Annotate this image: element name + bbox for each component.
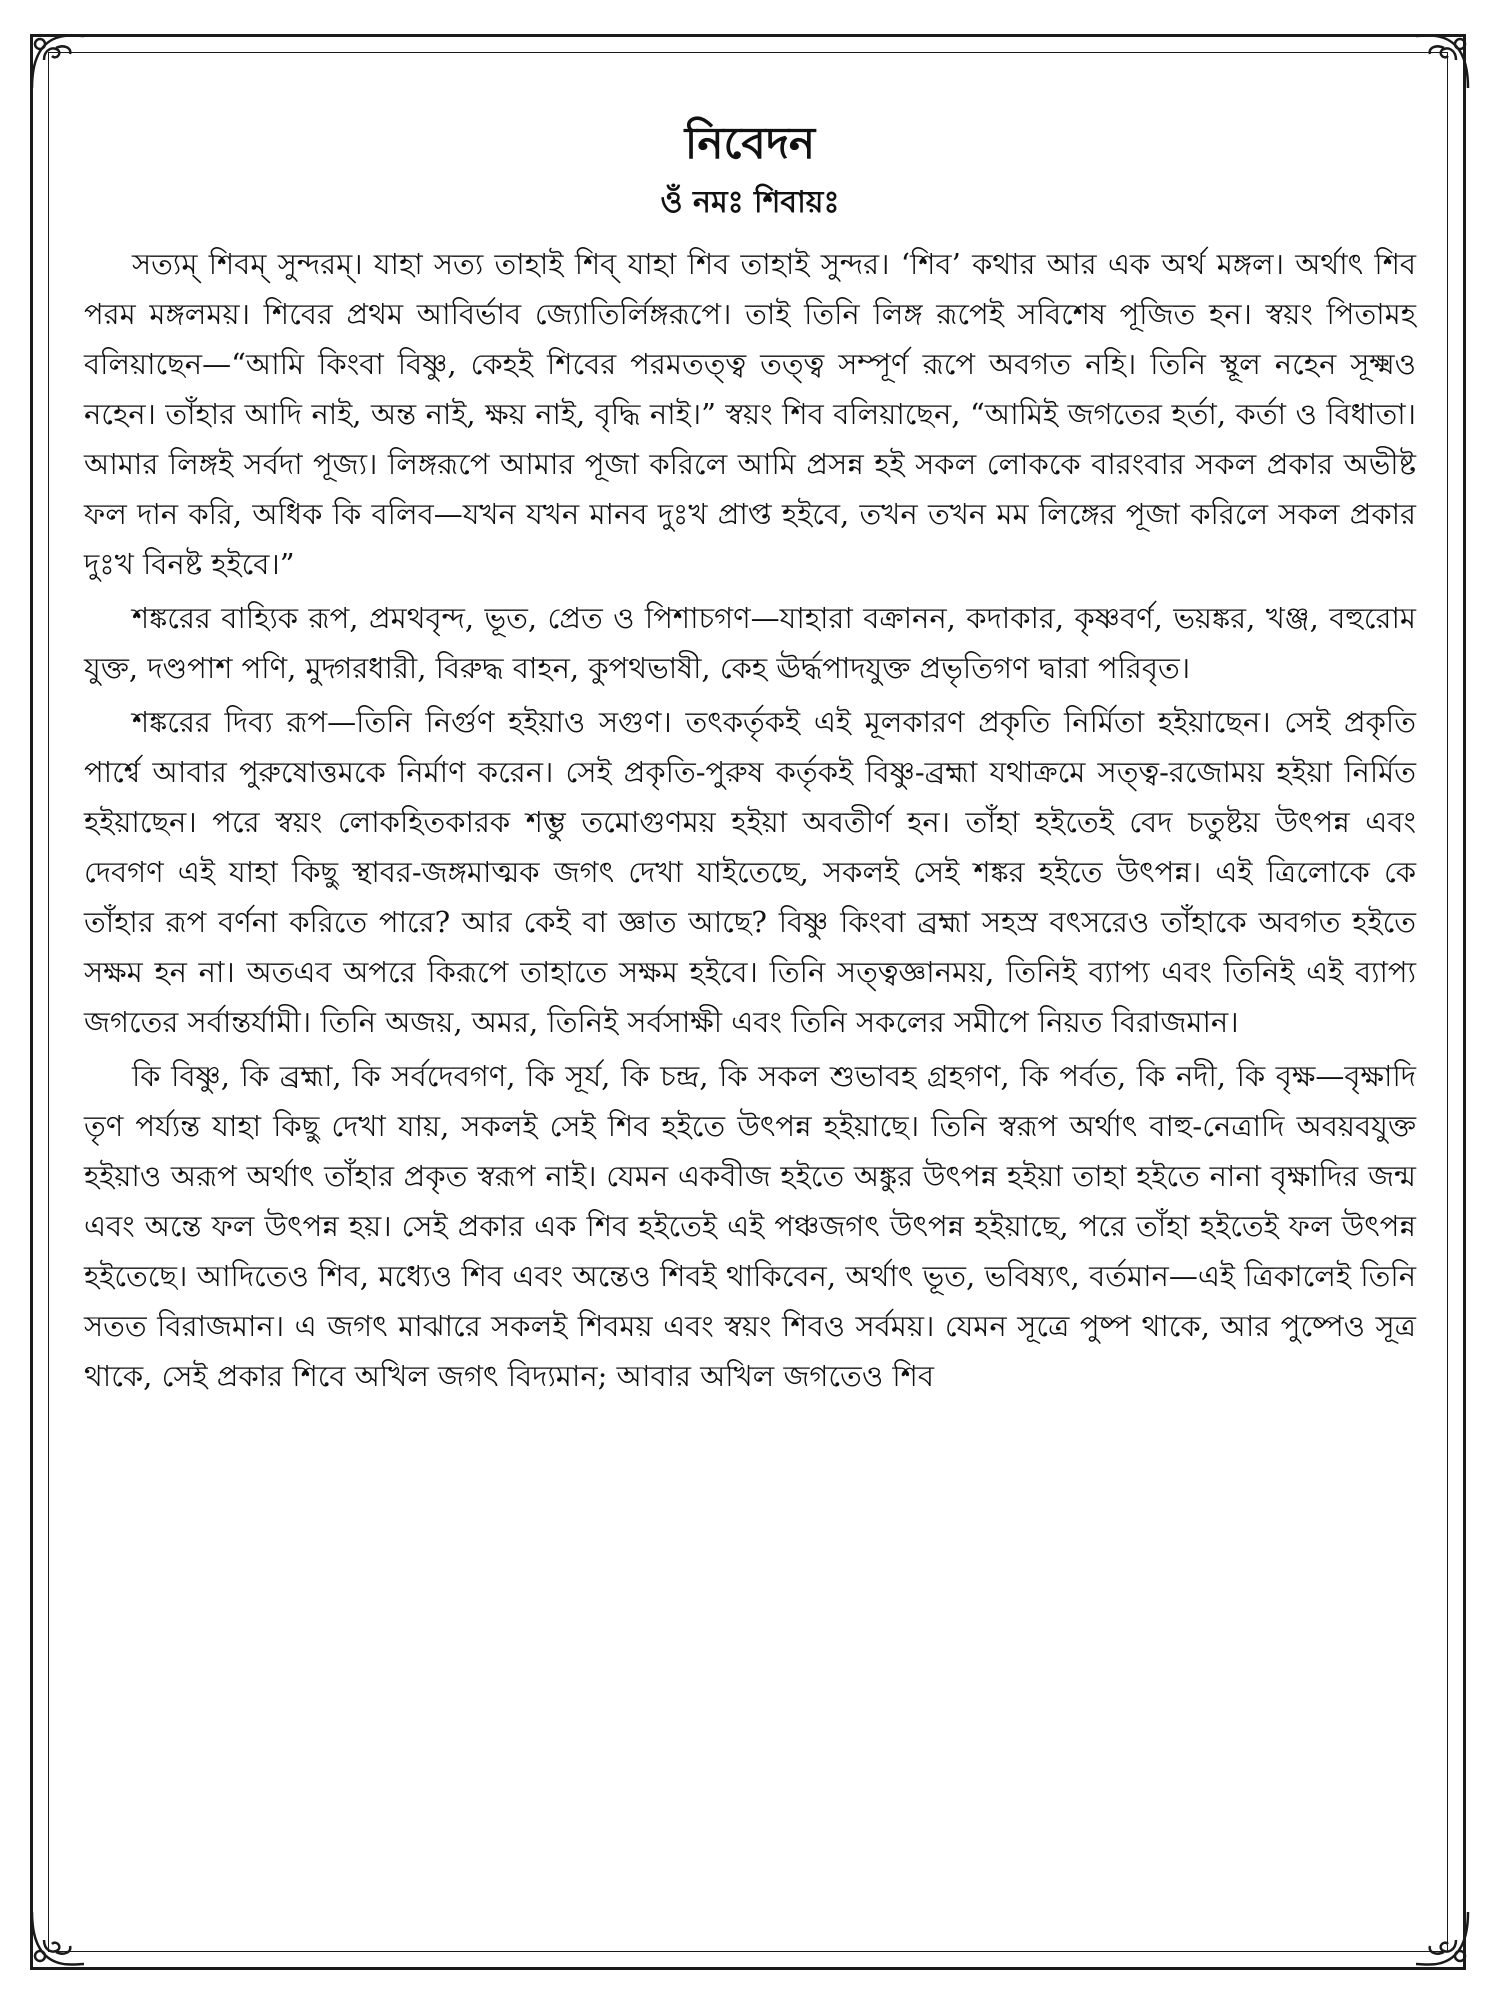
corner-ornament-icon [1410, 30, 1474, 94]
paragraph: শঙ্করের দিব্য রূপ—তিনি নির্গুণ হইয়াও সগুণ। তৎকর্তৃকই এই মূলকারণ প্রকৃতি নির্মিতা হইয়াছেন। সেই প্রকৃতি পার্শ্বে আবার পুরুষোত্তমকে নির্মাণ করেন। সেই প্রকৃতি-পুরুষ কর্তৃকই বিষ্ণু-ব্রহ্মা যথাক্রমে সত্ত্ব-রজোময় হইয়া নির্মিত হইয়াছেন। পরে স্বয়ং লোকহিতকারক শম্ভু তমোগুণময় হইয়া অবতীর্ণ হন। তাঁহা হইতেই বেদ চতুষ্টয় উৎপন্ন এবং দেবগণ এই যাহা কিছু স্থাবর-জঙ্গমাত্মক জগৎ দেখা যাইতেছে, সকলই সেই শঙ্কর হইতে উৎপন্ন। এই ত্রিলোকে কে তাঁহার রূপ বর্ণনা করিতে পারে? আর কেই বা জ্ঞাত আছে? বিষ্ণু কিংবা ব্রহ্মা সহস্র বৎসরেও তাঁহাকে অবগত হইতে সক্ষম হন না। অতএব অপরে কিরূপে তাহাতে সক্ষম হইবে। তিনি সত্ত্বজ্ঞানময়, তিনিই ব্যাপ্য এবং তিনিই এই ব্যাপ্য জগতের সর্বান্তর্যামী। তিনি অজয়, অমর, তিনিই সর্বসাক্ষী এবং তিনি সকলের সমীপে নিয়ত বিরাজমান। [84, 704, 1416, 1039]
page-title: নিবেদন [684, 118, 816, 169]
invocation: ওঁ নমঃ শিবায়ঃ [660, 184, 840, 220]
corner-ornament-icon [26, 1906, 90, 1970]
paragraph: কি বিষ্ণু, কি ব্রহ্মা, কি সর্বদেবগণ, কি সূর্য, কি চন্দ্র, কি সকল শুভাবহ গ্রহগণ, কি পর্বত, কি নদী, কি বৃক্ষ—বৃক্ষাদি তৃণ পর্য্যন্ত যাহা কিছু দেখা যায়, সকলই সেই শিব হইতে উৎপন্ন হইয়াছে। তিনি স্বরূপ অর্থাৎ বাহু-নেত্রাদি অবয়বযুক্ত হইয়াও অরূপ অর্থাৎ তাঁহার প্রকৃত স্বরূপ নাই। যেমন একবীজ হইতে অঙ্কুর উৎপন্ন হইয়া তাহা হইতে নানা বৃক্ষাদির জন্ম এবং অন্তে ফল উৎপন্ন হয়। সেই প্রকার এক শিব হইতেই এই পঞ্চজগৎ উৎপন্ন হইয়াছে, পরে তাঁহা হইতেই ফল উৎপন্ন হইতেছে। আদিতেও শিব, মধ্যেও শিব এবং অন্তেও শিবই থাকিবেন, অর্থাৎ ভূত, ভবিষ্যৎ, বর্তমান—এই ত্রিকালেই তিনি সতত বিরাজমান। এ জগৎ মাঝারে সকলই শিবময় এবং স্বয়ং শিবও সর্বময়। যেমন সূত্রে পুষ্প থাকে, আর পুষ্পেও সূত্র থাকে, সেই প্রকার শিবে অখিল জগৎ বিদ্যমান; আবার অখিল জগতেও শিব [84, 1058, 1416, 1393]
page-body [84, 118, 1416, 1405]
paragraph: সত্যম্ শিবম্ সুন্দরম্। যাহা সত্য তাহাই শিব্ যাহা শিব তাহাই সুন্দর। ‘শিব’ কথার আর এক অর্থ মঙ্গল। অর্থাৎ শিব পরম মঙ্গলময়। শিবের প্রথম আবির্ভাব জ্যোতির্লিঙ্গরূপে। তাই তিনি লিঙ্গ রূপেই সবিশেষ পূজিত হন। স্বয়ং পিতামহ বলিয়াছেন—“আমি কিংবা বিষ্ণু, কেহই শিবের পরমতত্ত্ব তত্ত্ব সম্পূর্ণ রূপে অবগত নহি। তিনি স্থূল নহেন সূক্ষ্মও নহেন। তাঁহার আদি নাই, অন্ত নাই, ক্ষয় নাই, বৃদ্ধি নাই।” স্বয়ং শিব বলিয়াছেন, “আমিই জগতের হর্তা, কর্তা ও বিধাতা। আমার লিঙ্গই সর্বদা পূজ্য। লিঙ্গরূপে আমার পূজা করিলে আমি প্রসন্ন হই সকল লোককে বারংবার সকল প্রকার অভীষ্ট ফল দান করি, অধিক কি বলিব—যখন যখন মানব দুঃখ প্রাপ্ত হইবে, তখন তখন মম লিঙ্গের পূজা করিলে সকল প্রকার দুঃখ বিনষ্ট হইবে।” [84, 246, 1416, 581]
paragraph: শঙ্করের বাহ্যিক রূপ, প্রমথবৃন্দ, ভূত, প্রেত ও পিশাচগণ—যাহারা বক্রানন, কদাকার, কৃষ্ণবর্ণ, ভয়ঙ্কর, খঞ্জ, বহুরোম যুক্ত, দণ্ডপাশ পণি, মুদ্গরধারী, বিরুদ্ধ বাহন, কুপথভাষী, কেহ ঊর্দ্ধপাদযুক্ত প্রভৃতিগণ দ্বারা পরিবৃত। [84, 600, 1416, 685]
corner-ornament-icon [1410, 1906, 1474, 1970]
corner-ornament-icon [26, 30, 90, 94]
